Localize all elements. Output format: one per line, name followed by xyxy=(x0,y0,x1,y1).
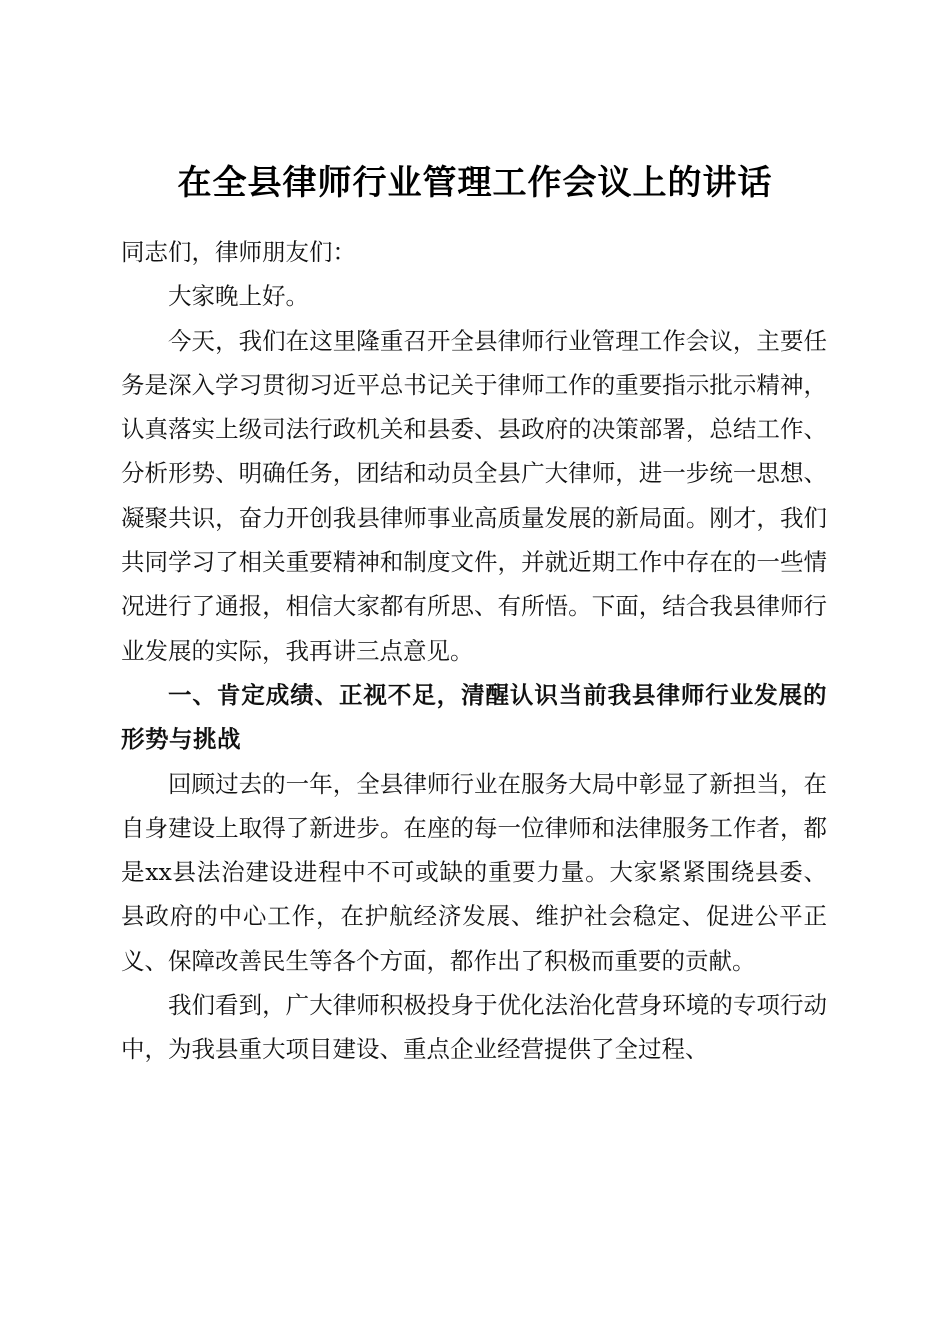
paragraph-review: 回顾过去的一年，全县律师行业在服务大局中彰显了新担当，在自身建设上取得了新进步。在座的每一位律师和法律服务工作者，都是xx县法治建设进程中不可或缺的重要力量。大家紧紧围绕县委、县政府的中心工作，在护航经济发展、维护社会稳定、促进公平正义、保障改善民生等各个方面，都作出了积极而重要的贡献。 xyxy=(121,769,827,975)
document-body xyxy=(121,230,827,1072)
paragraph-greeting: 大家晚上好。 xyxy=(168,282,309,311)
paragraph-intro: 今天，我们在这里隆重召开全县律师行业管理工作会议，主要任务是深入学习贯彻习近平总书记关于律师工作的重要指示批示精神，认真落实上级司法行政机关和县委、县政府的决策部署，总结工作、分析形势、明确任务，团结和动员全县广大律师，进一步统一思想、凝聚共识，奋力开创我县律师事业高质量发展的新局面。刚才，我们共同学习了相关重要精神和制度文件，并就近期工作中存在的一些情况进行了通报，相信大家都有所思、有所悟。下面，结合我县律师行业发展的实际，我再讲三点意见。 xyxy=(121,326,827,665)
salutation: 同志们，律师朋友们： xyxy=(121,238,356,266)
document-title: 在全县律师行业管理工作会议上的讲话 xyxy=(177,162,773,203)
section-heading-1: 一、肯定成绩、正视不足，清醒认识当前我县律师行业发展的形势与挑战 xyxy=(121,680,827,754)
paragraph-observation: 我们看到，广大律师积极投身于优化法治化营身环境的专项行动中，为我县重大项目建设、重点企业经营提供了全过程、 xyxy=(121,991,827,1064)
